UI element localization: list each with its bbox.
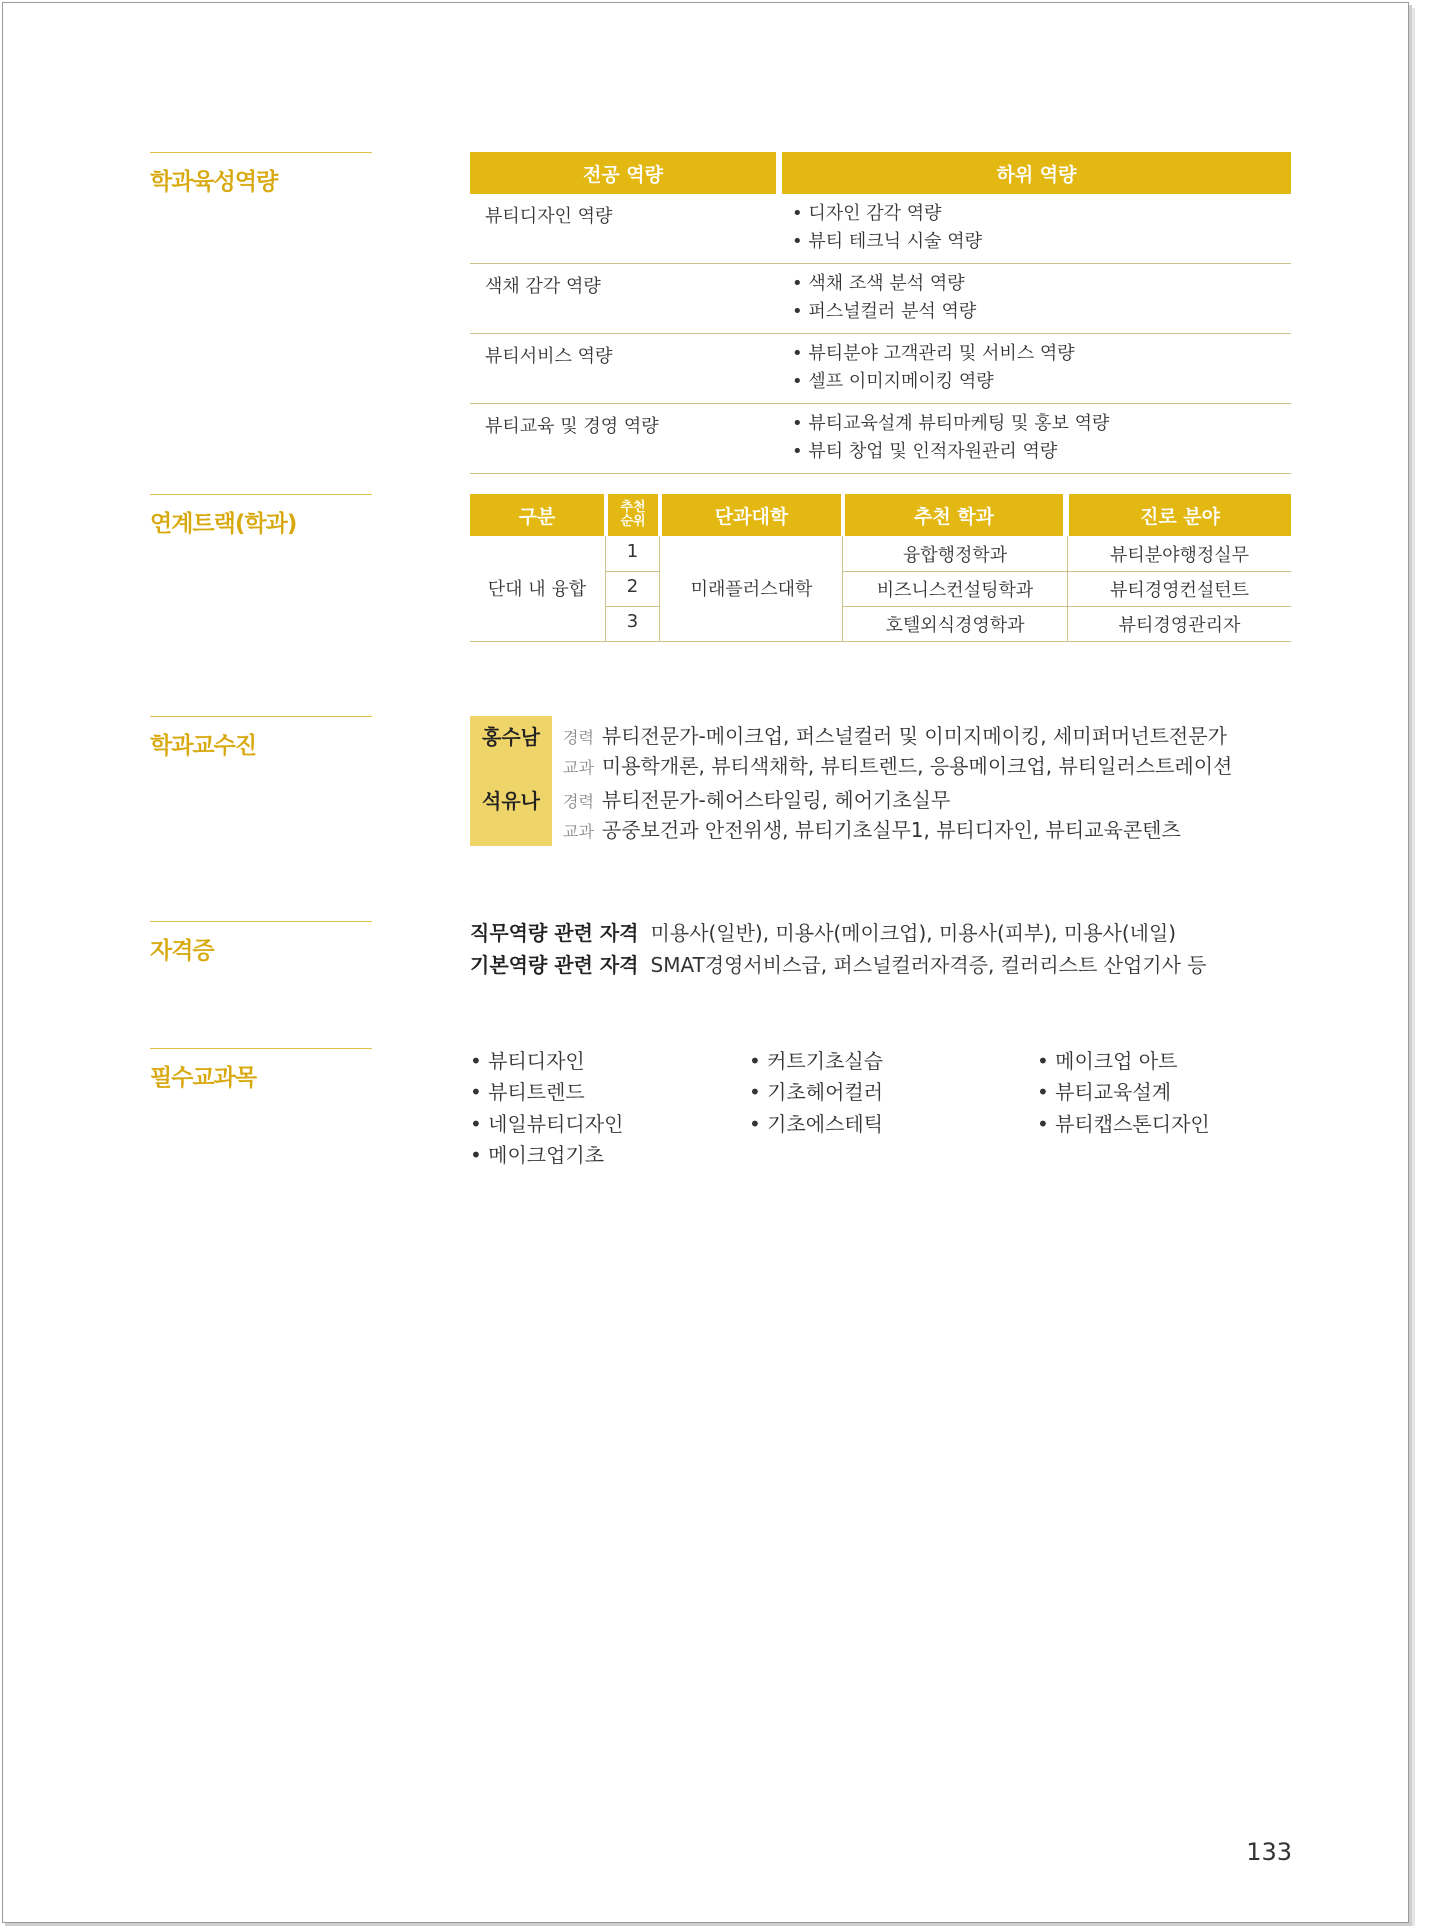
major-competency: 뷰티교육 및 경영 역량 (485, 416, 659, 437)
track-dept: 융합행정학과 (902, 545, 1008, 566)
track-college: 미래플러스대학 (690, 579, 813, 600)
track-career: 뷰티경영컨설턴트 (1109, 580, 1250, 601)
certificate-row (470, 917, 1176, 946)
row-divider (470, 641, 1291, 642)
track-header-dept: 추천 학과 (845, 494, 1063, 536)
career-label: 경력 (563, 728, 594, 747)
track-career: 뷰티분야행정실무 (1109, 545, 1250, 566)
section-label-track: 연계트랙(학과) (150, 494, 372, 538)
certificate-value: SMAT경영서비스급, 퍼스널컬러자격증, 컬러리스트 산업기사 등 (650, 953, 1207, 977)
list-item: • 커트기초실습 (749, 1049, 884, 1073)
list-item: • 셀프 이미지메이킹 역량 (792, 371, 994, 392)
track-header-career: 진로 분야 (1069, 494, 1291, 536)
list-item: • 네일뷰티디자인 (470, 1112, 624, 1136)
table-header-major: 전공 역량 (470, 152, 776, 194)
row-divider (470, 263, 1291, 264)
track-header-college: 단과대학 (662, 494, 841, 536)
list-item: • 뷰티교육설계 뷰티마케팅 및 홍보 역량 (792, 413, 1110, 434)
row-divider (470, 473, 1291, 474)
row-divider (470, 333, 1291, 334)
sub-competency-list (792, 270, 976, 326)
certificate-key: 직무역량 관련 자격 (470, 921, 639, 945)
list-item: • 뷰티캡스톤디자인 (1037, 1112, 1210, 1136)
professor-courses (563, 750, 1232, 779)
major-competency: 뷰티서비스 역량 (485, 346, 613, 367)
list-item: • 기초에스테틱 (749, 1112, 884, 1136)
major-competency: 뷰티디자인 역량 (485, 206, 613, 227)
list-item: • 뷰티 테크닉 시술 역량 (792, 231, 982, 252)
list-item: • 뷰티분야 고객관리 및 서비스 역량 (792, 343, 1075, 364)
track-header-category: 구분 (470, 494, 604, 536)
list-item: • 메이크업기초 (470, 1143, 605, 1167)
career-text: 뷰티전문가-헤어스타일링, 헤어기초실무 (601, 788, 951, 812)
certificate-row (470, 949, 1207, 978)
sub-competency-list (792, 340, 1075, 396)
track-header-rank: 추천 순위 (608, 494, 658, 536)
track-career: 뷰티경영관리자 (1118, 615, 1241, 636)
sub-competency-list (792, 200, 982, 256)
professor-career (563, 720, 1227, 749)
row-divider (606, 606, 659, 607)
table-header-sub: 하위 역량 (782, 152, 1291, 194)
professor-name: 석유나 (482, 789, 540, 813)
course-text: 공중보건과 안전위생, 뷰티기초실무1, 뷰티디자인, 뷰티교육콘텐츠 (601, 818, 1181, 842)
row-divider (843, 571, 1291, 572)
section-label-certificates: 자격증 (150, 921, 372, 965)
course-text: 미용학개론, 뷰티색채학, 뷰티트렌드, 응용메이크업, 뷰티일러스트레이션 (601, 754, 1233, 778)
page-number: 133 (1246, 1838, 1292, 1866)
section-label-competency: 학과육성역량 (150, 152, 372, 196)
list-item: • 기초헤어컬러 (749, 1080, 884, 1104)
track-rank: 2 (626, 576, 639, 597)
track-rank: 3 (626, 611, 639, 632)
section-label-required: 필수교과목 (150, 1048, 372, 1092)
major-competency: 색채 감각 역량 (485, 276, 601, 297)
certificate-value: 미용사(일반), 미용사(메이크업), 미용사(피부), 미용사(네일) (650, 921, 1177, 945)
row-divider (606, 571, 659, 572)
career-text: 뷰티전문가-메이크업, 퍼스널컬러 및 이미지메이킹, 세미퍼머넌트전문가 (601, 724, 1227, 748)
list-item: • 메이크업 아트 (1037, 1049, 1178, 1073)
row-divider (470, 403, 1291, 404)
sub-competency-list (792, 410, 1109, 466)
list-item: • 디자인 감각 역량 (792, 203, 942, 224)
track-dept: 호텔외식경영학과 (885, 615, 1025, 636)
professor-courses (563, 814, 1181, 843)
list-item: • 퍼스널컬러 분석 역량 (792, 301, 977, 322)
section-label-professors: 학과교수진 (150, 716, 372, 760)
career-label: 경력 (563, 792, 594, 811)
list-item: • 뷰티 창업 및 인적자원관리 역량 (792, 441, 1058, 462)
certificate-key: 기본역량 관련 자격 (470, 953, 639, 977)
track-category: 단대 내 융합 (487, 579, 587, 600)
row-divider (843, 606, 1291, 607)
column-divider (659, 536, 660, 641)
track-rank: 1 (626, 541, 639, 562)
list-item: • 뷰티트렌드 (470, 1080, 585, 1104)
professor-name: 홍수남 (482, 725, 540, 749)
list-item: • 뷰티디자인 (470, 1049, 585, 1073)
professor-career (563, 784, 950, 813)
course-label: 교과 (563, 822, 594, 841)
list-item: • 색채 조색 분석 역량 (792, 273, 965, 294)
track-dept: 비즈니스컨설팅학과 (876, 580, 1034, 601)
course-label: 교과 (563, 758, 594, 777)
list-item: • 뷰티교육설계 (1037, 1080, 1172, 1104)
